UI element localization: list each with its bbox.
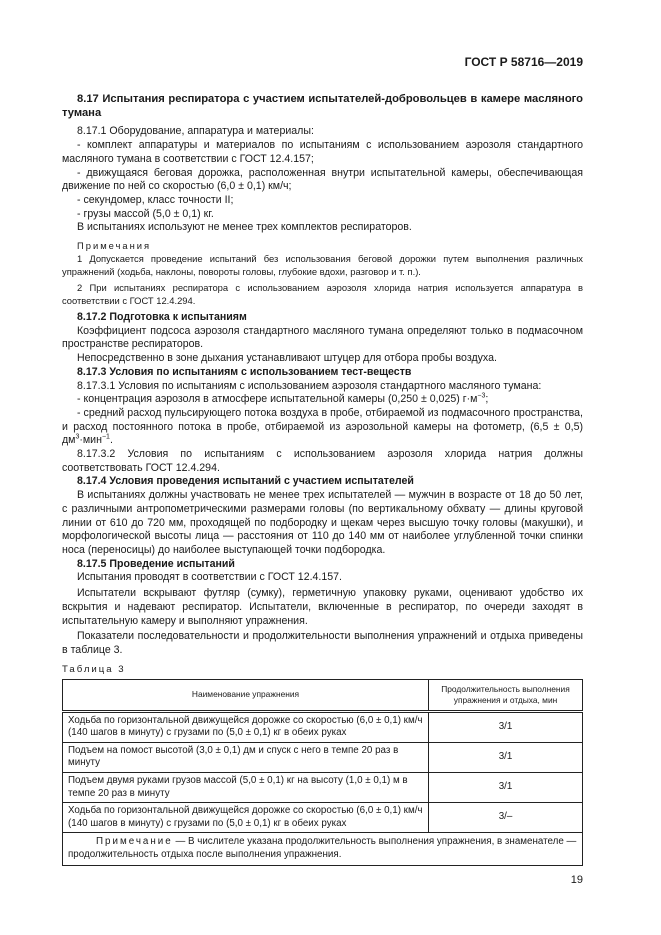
page-flow xyxy=(62,92,583,887)
notes-title: Примечания xyxy=(77,240,152,252)
subsection-title: 8.17.3 Условия по испытаниям с использованием тест-веществ xyxy=(77,365,412,378)
text: ·мин xyxy=(79,434,102,447)
table-caption: Таблица 3 xyxy=(62,663,126,675)
note-item: 1 Допускается проведение испытаний без использования беговой дорожки путем выполнения различных упражнений (ходьба, наклоны, повороты головы, глубокие вдохи, разговор и т. п.). xyxy=(62,253,583,278)
table-row xyxy=(63,711,583,742)
table-row xyxy=(63,772,583,802)
column-header: Продолжительность выполнения упражнения и отдыха, мин xyxy=(429,679,583,711)
note-text: — В числителе указана продолжительность выполнения упражнения, в знаменателе — продолжительность отдыха после выполнения упражнения. xyxy=(68,836,577,860)
list-item xyxy=(62,393,583,407)
section-title: 8.17 Испытания респиратора с участием испытателей-добровольцев в камере масляного тумана xyxy=(62,93,583,120)
table-cell: 3/1 xyxy=(429,742,583,772)
exercise-table xyxy=(62,679,583,866)
subsection-title: 8.17.5 Проведение испытаний xyxy=(77,557,235,570)
list-item: - секундомер, класс точности II; xyxy=(77,193,234,206)
list-item: - движущаяся беговая дорожка, расположенная внутри испытательной камеры, обеспечивающая движение по ней со скоростью (6,0 ± 0,1) км/ч; xyxy=(62,166,583,193)
list-item: - грузы массой (5,0 ± 0,1) кг. xyxy=(77,207,214,220)
table-row xyxy=(63,803,583,833)
paragraph: 8.17.1 Оборудование, аппаратура и материалы: xyxy=(77,125,314,138)
superscript: 3 xyxy=(75,433,80,441)
list-item xyxy=(62,407,583,448)
document-body xyxy=(62,92,583,658)
paragraph: Испытатели вскрывают футляр (сумку), герметичную упаковку руками, оценивают удобство их вскрытия и надевают респиратор. Испытатели, включенные в респиратор, по очереди заходят в испытательную камеру и выполняют упражнения. xyxy=(62,587,583,627)
paragraph: Коэффициент подсоса аэрозоля стандартного масляного тумана определяют только в подмасочном пространстве респираторов. xyxy=(62,324,583,351)
list-item: - комплект аппаратуры и материалов по испытаниям с использованием аэрозоля стандартного масляного тумана в соответствии с ГОСТ 12.4.157; xyxy=(62,139,583,165)
table-cell: 3/1 xyxy=(429,772,583,802)
paragraph: Непосредственно в зоне дыхания устанавливают штуцер для отбора пробы воздуха. xyxy=(77,352,497,365)
paragraph: В испытаниях должны участвовать не менее трех испытателей — мужчин в возрасте от 18 до 50 лет, с различными антропометрическими размерами головы (по вертикальному обхвату — длины круговой линии от 610 до 720 мм, проходящей по подбородку и щекам через высшую точку головы (макушки), и морфологической высоты лица — расстояния от 110 до 140 мм от наиболее углубленной точки спинки носа (переносицы) до наиболее выступающей точки подбородка. xyxy=(62,489,583,556)
text: ; xyxy=(485,393,489,406)
subsection-title: 8.17.2 Подготовка к испытаниям xyxy=(77,311,247,324)
paragraph: В испытаниях используют не менее трех комплектов респираторов. xyxy=(77,221,412,234)
table-cell: 3/– xyxy=(429,803,583,833)
table-cell: Ходьба по горизонтальной движущейся дорожке со скоростью (6,0 ± 0,1) км/ч (140 шагов в минуту) с грузами по (5,0 ± 0,1) кг в обеих руках xyxy=(63,803,429,833)
table-note-row xyxy=(63,833,583,865)
note-label: Примечание xyxy=(96,836,173,848)
text: . xyxy=(109,434,113,447)
table-cell: Подъем двумя руками грузов массой (5,0 ± 0,1) кг на высоту (1,0 ± 0,1) м в темпе 20 раз в минуту xyxy=(63,772,429,802)
text: - концентрация аэрозоля в атмосфере испытательной камеры (0,250 ± 0,025) г·м xyxy=(77,393,478,406)
table-cell: Подъем на помост высотой (3,0 ± 0,1) дм и спуск с него в темпе 20 раз в минуту xyxy=(63,742,429,772)
text: - средний расход пульсирующего потока воздуха в пробе, отбираемой из подмасочного пространства, и расход постоянного потока в пробе, отбираемой из аэрозольной камеры на фотометр, (6,5 ± 0,5) дм xyxy=(62,406,583,447)
paragraph: 8.17.3.2 Условия по испытаниям с использованием аэрозоля хлорида натрия должны соответствовать ГОСТ 12.4.294. xyxy=(62,448,583,474)
subsection-title: 8.17.4 Условия проведения испытаний с участием испытателей xyxy=(77,475,414,488)
table-cell: Ходьба по горизонтальной движущейся дорожке со скоростью (6,0 ± 0,1) км/ч (140 шагов в минуту) с грузами по (5,0 ± 0,1) кг в обеих руках xyxy=(63,711,429,742)
page-number: 19 xyxy=(570,873,583,886)
paragraph: Испытания проводят в соответствии с ГОСТ 12.4.157. xyxy=(77,571,342,584)
table-header-row xyxy=(63,679,583,711)
note-item: 2 При испытаниях респиратора с использованием аэрозоля хлорида натрия используется аппаратура в соответствии с ГОСТ 12.4.294. xyxy=(62,282,583,307)
column-header: Наименование упражнения xyxy=(63,679,429,711)
paragraph: 8.17.3.1 Условия по испытаниям с использованием аэрозоля стандартного масляного тумана: xyxy=(77,379,542,392)
table-cell: 3/1 xyxy=(429,711,583,742)
superscript: −1 xyxy=(101,433,110,441)
table-note xyxy=(63,833,583,865)
superscript: −3 xyxy=(477,392,486,400)
paragraph: Показатели последовательности и продолжительности выполнения упражнений и отдыха приведены в таблице 3. xyxy=(62,630,583,656)
table-row xyxy=(63,742,583,772)
document-id: ГОСТ Р 58716—2019 xyxy=(464,55,583,69)
